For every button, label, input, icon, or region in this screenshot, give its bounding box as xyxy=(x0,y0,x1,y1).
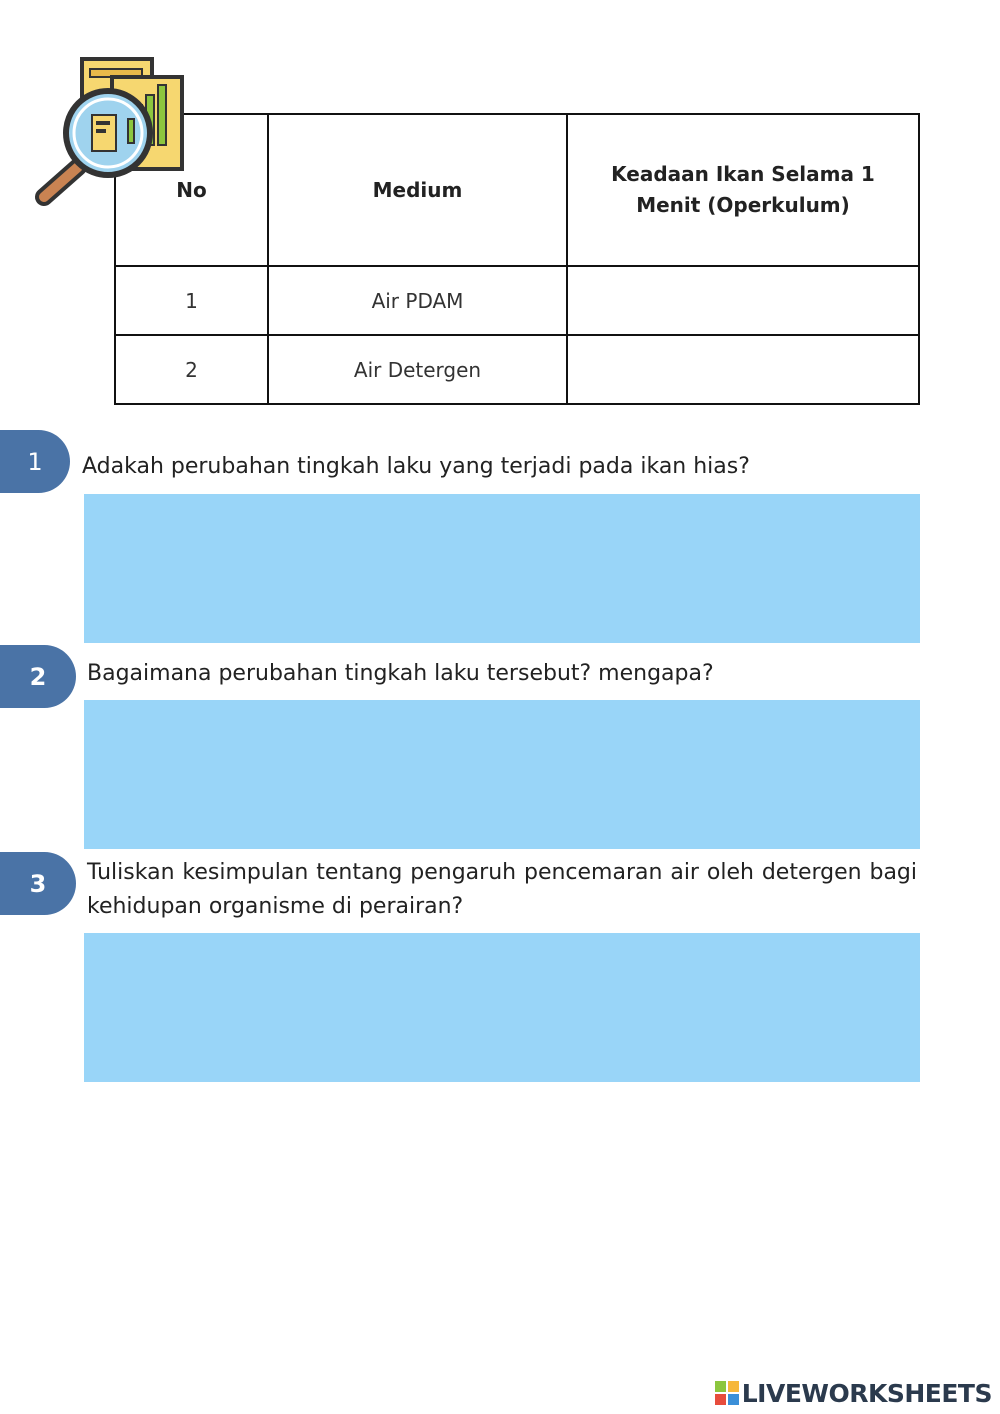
header-keadaan: Keadaan Ikan Selama 1 Menit (Operkulum) xyxy=(567,114,919,266)
question-1-badge xyxy=(0,430,70,493)
table-row xyxy=(115,266,919,335)
brand-footer xyxy=(715,1378,992,1408)
row-keadaan-input[interactable] xyxy=(567,266,919,335)
row-no: 2 xyxy=(115,335,268,404)
question-3-badge xyxy=(0,852,76,915)
question-1-text: Adakah perubahan tingkah laku yang terjadi pada ikan hias? xyxy=(82,454,750,479)
row-medium: Air Detergen xyxy=(268,335,567,404)
liveworksheets-logo-icon xyxy=(715,1381,739,1405)
answer-box-1[interactable] xyxy=(84,494,920,643)
brand-name: LIVEWORKSHEETS xyxy=(741,1378,992,1408)
question-2-text: Bagaimana perubahan tingkah laku tersebut? mengapa? xyxy=(87,661,714,686)
question-1-number: 1 xyxy=(27,447,43,476)
question-3-number: 3 xyxy=(29,869,47,898)
table-row xyxy=(115,335,919,404)
table-header-row xyxy=(115,114,919,266)
row-medium: Air PDAM xyxy=(268,266,567,335)
question-2-number: 2 xyxy=(29,662,47,691)
question-2-badge xyxy=(0,645,76,708)
header-no: No xyxy=(115,114,268,266)
magnifier-document-icon xyxy=(30,55,190,210)
question-3-text: Tuliskan kesimpulan tentang pengaruh pencemaran air oleh detergen bagi kehidupan organisme di perairan? xyxy=(87,860,917,919)
row-no: 1 xyxy=(115,266,268,335)
answer-box-2[interactable] xyxy=(84,700,920,849)
answer-box-3[interactable] xyxy=(84,933,920,1082)
row-keadaan-input[interactable] xyxy=(567,335,919,404)
observation-table xyxy=(114,113,920,405)
header-medium: Medium xyxy=(268,114,567,266)
